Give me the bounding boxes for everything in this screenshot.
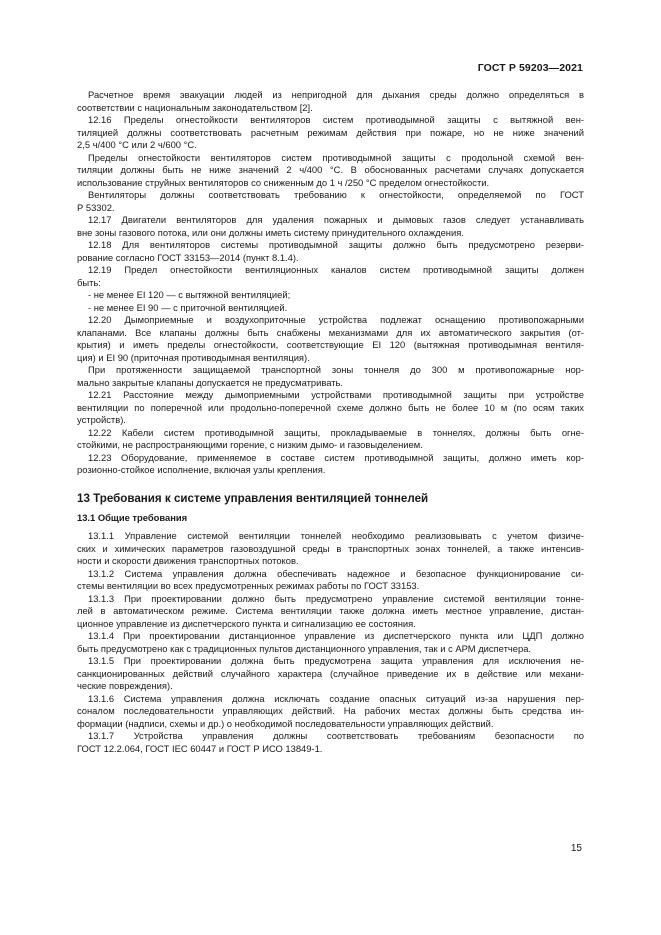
text-line: 13.1.4 При проектировании дистанционное управление из диспетчерского пункта или ЦДП должно (88, 630, 584, 641)
text-line: 12.18 Для вентиляторов системы противодымной защиты должно быть предусмотрено резерви- (88, 239, 584, 250)
text-line: Расчетное время эвакуации людей из непригодной для дыхания среды должно определяться в (88, 89, 584, 100)
text-line: ГОСТ 12.2.064, ГОСТ IEC 60447 и ГОСТ Р ИСО 13849-1. (77, 742, 323, 754)
text-line: 12.16 Пределы огнестойкости вентиляторов систем противодымной защиты с вытяжной вен- (88, 114, 584, 125)
text-line: тиляции должны быть не ниже значений 2 ч/400 °С. В обоснованных расчетами случаях допускается (77, 164, 584, 175)
paragraph (77, 730, 584, 755)
text-line: - не менее EI 90 — с приточной вентиляцией. (88, 301, 288, 313)
text-line: устройств). (77, 414, 126, 425)
document-id: ГОСТ Р 59203—2021 (477, 62, 583, 74)
text-line: 13.1.2 Система управления должна обеспечивать надежное и безопасное функционирование си- (88, 567, 584, 579)
text-line: ности и скорости движения транспортных потоков. (77, 555, 299, 566)
paragraph (77, 302, 584, 315)
section-12-continuation (77, 89, 584, 477)
paragraph (77, 593, 584, 631)
text-line: 13.1.6 Система управления должна исключать создание опасных ситуаций из-за нарушения пер- (88, 692, 584, 704)
text-line: 12.17 Двигатели вентиляторов для удаления пожарных и дымовых газов следует устанавливать (88, 214, 584, 225)
paragraph (77, 189, 584, 214)
paragraph (77, 427, 584, 452)
paragraph (77, 114, 584, 152)
section-13-title: 13 Требования к системе управления вентиляцией тоннелей (77, 491, 429, 505)
text-line: мально закрытые клапаны допускается не предусматривать. (77, 376, 344, 388)
text-line: ционное управление из диспетчерского пункта и сигнализацию ее состояния. (77, 617, 416, 629)
text-line: 13.1.7 Устройства управления должны соответствовать требованиям безопасности по (88, 730, 584, 741)
text-line: формации (надписи, схемы и др.) о необходимой последовательности управляющих действий. (77, 717, 494, 729)
text-line: вентиляции по поперечной или продольно-поперечной схеме должно быть не более 10 м (по осям таких (77, 401, 584, 413)
text-line: 12.19 Предел огнестойкости вентиляционных каналов систем противодымной защиты должен (88, 264, 584, 275)
text-line: 13.1.5 При проектировании должна быть предусмотрена защита управления для исключения не- (88, 655, 584, 666)
section-13-paragraphs (77, 530, 584, 755)
text-line: розионно-стойкое исполнение, включая узлы крепления. (77, 464, 326, 475)
text-line: соналом последовательности управляющих действий. На рабочих местах должны быть средства ин- (77, 705, 584, 716)
text-line: Вентиляторы должны соответствовать требованию к огнестойкости, определяемой по ГОСТ (88, 189, 584, 200)
document-body (77, 89, 584, 755)
text-line: ция) и EI 90 (приточная противодымная вентиляция). (77, 351, 310, 363)
text-line: быть: (77, 276, 101, 288)
paragraph (77, 389, 584, 427)
section-13-1-title: 13.1 Общие требования (77, 511, 188, 523)
text-line: При протяженности защищаемой транспортной зоны тоннеля до 300 м противопожарные нор- (88, 364, 584, 375)
paragraph (77, 655, 584, 693)
paragraph (77, 152, 584, 190)
text-line: санкционированных действий случайного характера (случайное приведение их в действие или механи- (77, 667, 584, 679)
text-line: ческие повреждения). (77, 680, 173, 691)
paragraph (77, 568, 584, 593)
text-line: Р 53302. (77, 201, 115, 213)
text-line: 12.22 Кабели систем противодымной защиты, прокладываемые в тоннелях, должны быть огне- (88, 426, 584, 438)
text-line: ских и химических параметров газовоздушной среды в транспортных зонах тоннелей, а также интенсив- (77, 542, 584, 554)
paragraph (77, 214, 584, 239)
text-line: Пределы огнестойкости вентиляторов систем противодымной защиты с продольной схемой вен- (88, 151, 584, 163)
paragraph (77, 630, 584, 655)
paragraph (77, 693, 584, 731)
text-line: использование струйных вентиляторов со сниженным до 1 ч /250 °С пределом огнестойкости. (77, 176, 490, 188)
paragraph (77, 239, 584, 264)
paragraph (77, 452, 584, 477)
text-line: 12.21 Расстояние между дымоприемными устройствами противодымной защиты при устройстве (88, 389, 584, 400)
text-line: 12.23 Оборудование, применяемое в составе систем противодымной защиты, должно иметь кор- (88, 451, 584, 463)
paragraph (77, 314, 584, 364)
text-line: соответствии с национальным законодательством [2]. (77, 101, 313, 113)
text-line: 13.1.3 При проектировании должно быть предусмотрено управление системой вентиляции тонне- (88, 592, 584, 604)
text-line: 2,5 ч/400 °С или 2 ч/600 °С. (77, 139, 197, 150)
text-line: тиляцией должны соответствовать расчетным режимам действия при пожаре, но не ниже значений (77, 126, 584, 138)
paragraph (77, 530, 584, 568)
paragraph (77, 89, 584, 114)
paragraph (77, 289, 584, 302)
paragraph (77, 264, 584, 289)
text-line: 12.20 Дымоприемные и воздухоприточные устройства подлежат оснащению противопожарными (88, 314, 584, 325)
text-line: вне зоны газового потока, или они должны иметь систему принудительного охлаждения. (77, 226, 464, 238)
paragraph (77, 364, 584, 389)
text-line: - не менее EI 120 — с вытяжной вентиляцией; (88, 289, 291, 300)
text-line: рование согласно ГОСТ 33153—2014 (пункт 8.1.4). (77, 251, 299, 263)
text-line: крытия) и иметь пределы огнестойкости, соответствующие EI 120 (вытяжная противодымная вентиля- (77, 339, 584, 350)
text-line: стемы вентиляции во всех предусмотренных режимах работы по ГОСТ 33153. (77, 580, 420, 591)
text-line: клапанами. Все клапаны должны быть снабжены механизмами для их автоматического закрытия (от- (77, 326, 584, 338)
text-line: лей в автоматическом режиме. Система вентиляции также должна иметь местное управление, дистан- (77, 605, 584, 616)
text-line: 13.1.1 Управление системой вентиляции тоннелей необходимо реализовывать с учетом физиче- (88, 530, 584, 541)
text-line: быть предусмотрено как с традиционных пультов дистанционного управления, так и с АРМ диспетчера. (77, 642, 532, 654)
page-number: 15 (570, 843, 582, 854)
text-line: стойкими, не распространяющими горение, с низким дымо- и газовыделением. (77, 439, 423, 450)
